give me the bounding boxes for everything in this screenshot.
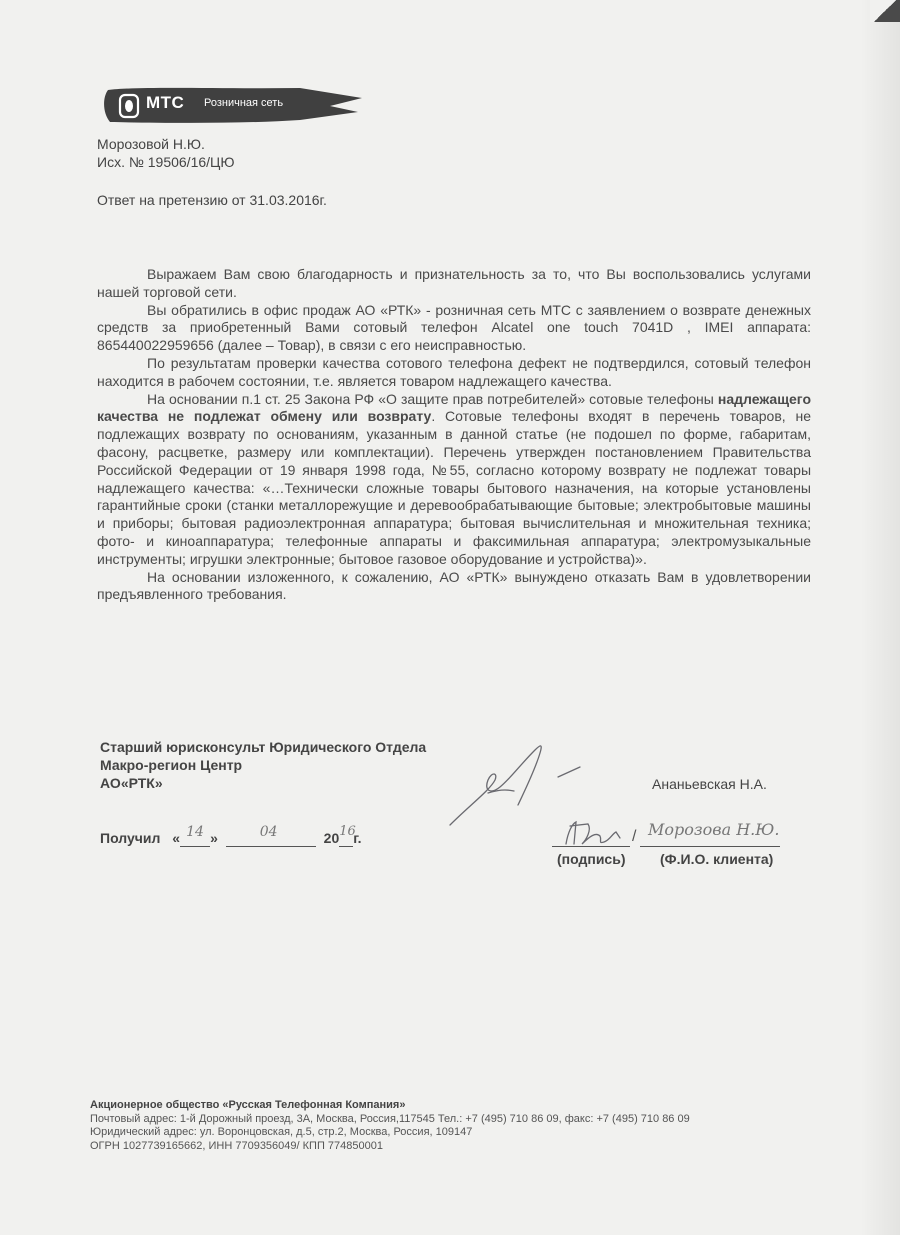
- receipt-month: 04: [259, 824, 278, 840]
- signatory-name: Ананьевская Н.А.: [652, 776, 767, 792]
- receipt-line: [100, 824, 362, 847]
- client-name-caption: (Ф.И.О. клиента): [660, 851, 774, 867]
- year-prefix: 20: [323, 830, 340, 846]
- receipt-year: 16: [339, 824, 356, 839]
- receipt-month-field: [226, 824, 316, 847]
- signatory-title: Старший юрисконсульт Юридического Отдела: [100, 739, 427, 755]
- receipt-label: Получил: [100, 830, 161, 846]
- subject-line: Ответ на претензию от 31.03.2016г.: [97, 192, 327, 208]
- legal-basis-end: . Сотовые телефоны входят в перечень товаров, не подлежащих возврату по основаниям, указанным в данной статье (не подошел по форме, габаритам, фасону, расцветке, размеру или комплектации). Перечень утвержден постановлением Правительства Российской Федерации от 19 января 1998 года, №55, согласно которому возврату не подлежат товары надлежащего качества: «…Технически сложные товары бытового назначения, на которые установлены гарантийные сроки (станки металлорежущие и деревообрабатывающие бытовые; электробытовые машины и приборы; бытовая радиоэлектронная аппаратура; бытовая вычислительная и множительная техника; фото- и киноаппаратура; телефонные аппараты и факсимильная аппаратура; электромузыкальные инструменты; игрушки электронные; бытовое газовое оборудование и устройства)».: [97, 408, 811, 567]
- slash-divider: /: [632, 828, 637, 845]
- mts-logo: [100, 84, 365, 128]
- client-name-handwritten: Морозова Н.Ю.: [648, 820, 780, 839]
- legal-basis-start: На основании п.1 ст. 25 Закона РФ «О защите прав потребителей» сотовые телефоны: [147, 390, 718, 407]
- signature-caption: (подпись): [557, 851, 626, 867]
- page-corner: [870, 0, 900, 22]
- client-name-line: [640, 846, 780, 847]
- client-signature: [560, 814, 628, 850]
- paragraph-legal-basis: [97, 391, 811, 569]
- receipt-year-field: [339, 824, 356, 847]
- logo-subtitle: Розничная сеть: [204, 97, 284, 109]
- letter-body: [97, 266, 811, 604]
- footer-company: Акционерное общество «Русская Телефонная Компания»: [90, 1099, 406, 1111]
- receipt-day: 14: [186, 824, 204, 840]
- signatory-block: [100, 738, 426, 792]
- receipt-day-field: [180, 824, 210, 847]
- footer-ids: ОГРН 1027739165662, ИНН 7709356049/ КПП 774850001: [90, 1139, 383, 1152]
- legal-basis-emphasis: надлежащего качества не подлежат обмену или возврату: [97, 390, 811, 425]
- paragraph-refusal: На основании изложенного, к сожалению, АО «РТК» вынуждено отказать Вам в удовлетворении предъявленного требования.: [97, 568, 811, 603]
- open-quote: «: [172, 830, 181, 846]
- outgoing-number: Исх. № 19506/16/ЦЮ: [97, 154, 235, 170]
- paragraph-gratitude: Выражаем Вам свою благодарность и признательность за то, что Вы воспользовались услугами нашей торговой сети.: [97, 266, 811, 300]
- signatory-company: АО«РТК»: [100, 775, 163, 791]
- footer: [90, 1099, 690, 1153]
- logo-brand: МТС: [146, 93, 185, 112]
- year-end: г.: [353, 830, 362, 846]
- page-edge-shadow: [860, 0, 900, 1235]
- footer-legal: Юридический адрес: ул. Воронцовская, д.5, стр.2, Москва, Россия, 109147: [90, 1126, 473, 1138]
- signatory-region: Макро-регион Центр: [100, 757, 243, 773]
- footer-postal: Почтовый адрес: 1-й Дорожный проезд, 3А, Москва, Россия,117545 Тел.: +7 (495) 710 86 09, факс: +7 (495) 710 86 09: [90, 1112, 690, 1125]
- recipient-name: Морозовой Н.Ю.: [97, 136, 205, 152]
- close-quote: »: [210, 830, 218, 846]
- paragraph-request: Вы обратились в офис продаж АО «РТК» - розничная сеть МТС с заявлением о возврате денежных средств за приобретенный Вами сотовый телефон Alcatel one touch 7041D , IMEI аппарата: 865440022959656 (далее – Товар), в связи с его неисправностью.: [97, 301, 811, 354]
- paragraph-inspection: По результатам проверки качества сотового телефона дефект не подтвердился, сотовый телефон находится в рабочем состоянии, т.е. является товаром надлежащего качества.: [97, 354, 811, 389]
